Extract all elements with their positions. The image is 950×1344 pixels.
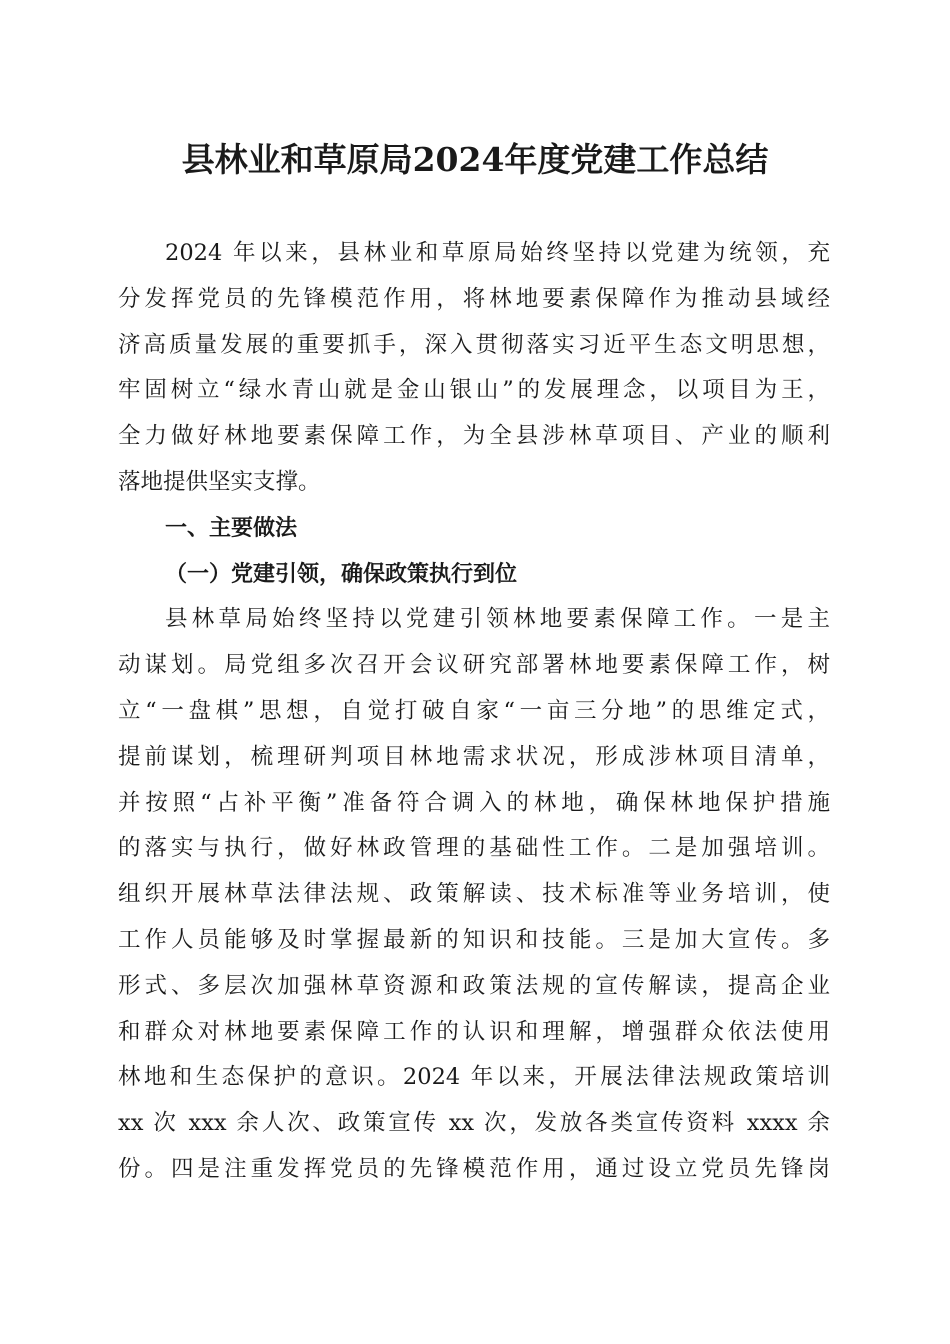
- body-line: 份。四是注重发挥党员的先锋模范作用，通过设立党员先锋岗: [118, 1155, 830, 1182]
- intro-line: 济高质量发展的重要抓手，深入贯彻落实习近平生态文明思想，: [118, 331, 830, 358]
- body-line: xx 次 xxx 余人次、政策宣传 xx 次，发放各类宣传资料 xxxx 余: [118, 1110, 830, 1137]
- intro-line: 牢固树立“绿水青山就是金山银山”的发展理念，以项目为王，: [118, 377, 830, 404]
- subsection-heading: （一）党建引领，确保政策执行到位: [165, 560, 518, 587]
- body-line: 动谋划。局党组多次召开会议研究部署林地要素保障工作，树: [118, 652, 830, 679]
- body-line: 提前谋划，梳理研判项目林地需求状况，形成涉林项目清单，: [118, 743, 830, 770]
- section-heading: 一、主要做法: [165, 515, 298, 541]
- intro-line: 落地提供坚实支撑。: [118, 468, 321, 495]
- body-line: 林地和生态保护的意识。2024 年以来，开展法律法规政策培训: [118, 1064, 830, 1091]
- body-line: 组织开展林草法律法规、政策解读、技术标准等业务培训，使: [118, 881, 830, 908]
- body-line: 的落实与执行，做好林政管理的基础性工作。二是加强培训。: [118, 835, 830, 862]
- body-line: 并按照“占补平衡”准备符合调入的林地，确保林地保护措施: [118, 789, 830, 816]
- intro-line: 分发挥党员的先锋模范作用，将林地要素保障作为推动县域经: [118, 285, 830, 312]
- body-line: 工作人员能够及时掌握最新的知识和技能。三是加大宣传。多: [118, 926, 830, 953]
- document-body: [118, 231, 830, 1193]
- body-line: 县林草局始终坚持以党建引领林地要素保障工作。一是主: [165, 606, 830, 633]
- body-line: 立“一盘棋”思想，自觉打破自家“一亩三分地”的思维定式，: [118, 697, 830, 724]
- body-line: 形式、多层次加强林草资源和政策法规的宣传解读，提高企业: [118, 972, 830, 999]
- intro-line: 全力做好林地要素保障工作，为全县涉林草项目、产业的顺利: [118, 423, 830, 450]
- intro-line: 2024 年以来，县林业和草原局始终坚持以党建为统领，充: [165, 240, 830, 266]
- document-title: 县林业和草原局2024年度党建工作总结: [181, 140, 769, 179]
- body-line: 和群众对林地要素保障工作的认识和理解，增强群众依法使用: [118, 1018, 830, 1045]
